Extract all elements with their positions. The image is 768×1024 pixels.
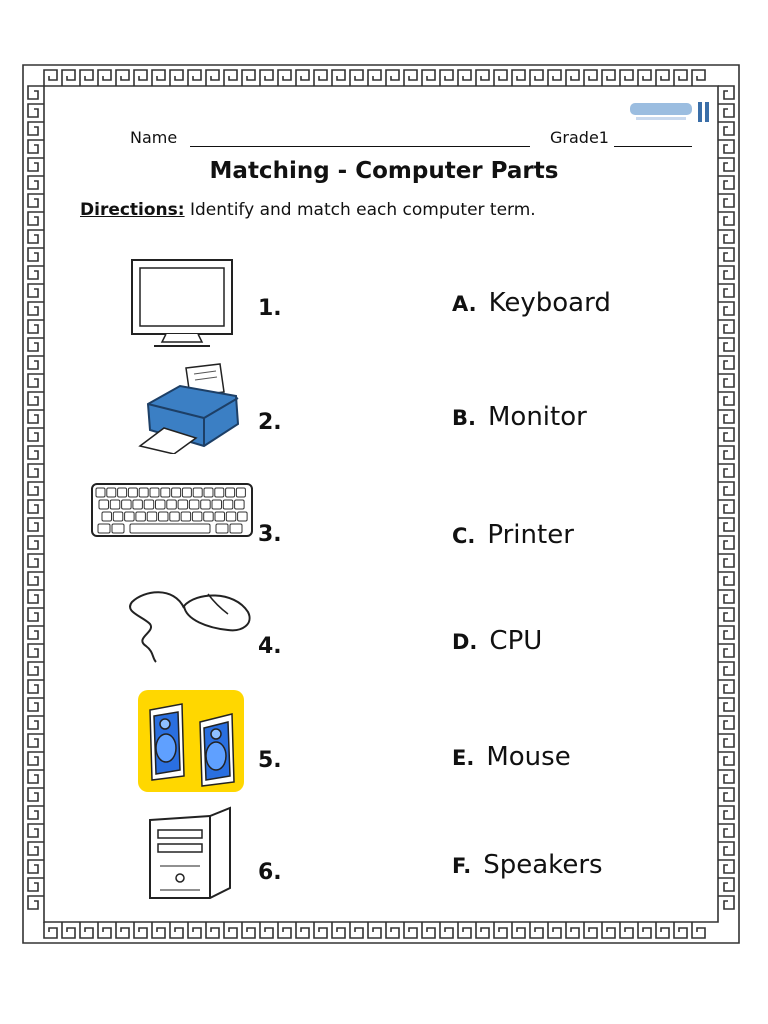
answer-term: Speakers [483, 850, 603, 880]
name-blank[interactable] [190, 146, 530, 147]
grade-label: Grade1 [550, 128, 609, 147]
answer-term: Monitor [487, 402, 587, 432]
publisher-logo [628, 100, 714, 126]
keyboard-icon [90, 482, 254, 540]
match-row-4 [0, 586, 768, 666]
match-row-2 [0, 362, 768, 442]
answer-letter: E. [452, 746, 475, 770]
cpu-tower-icon [146, 806, 234, 900]
answer-term: CPU [489, 626, 543, 656]
name-label: Name [130, 128, 178, 147]
item-number: 1. [258, 296, 282, 321]
match-row-6 [0, 806, 768, 886]
directions [80, 200, 536, 220]
item-number: 2. [258, 410, 282, 435]
match-row-5 [0, 690, 768, 773]
printer-icon [134, 362, 250, 454]
answer-letter: D. [452, 630, 478, 654]
match-row-3 [0, 482, 768, 562]
worksheet-title: Matching - Computer Parts [209, 158, 559, 184]
answer-option-a [452, 288, 611, 318]
speakers-icon [138, 690, 244, 792]
name-grade-row [130, 128, 700, 152]
match-row-1 [0, 258, 768, 338]
mouse-icon [124, 586, 254, 664]
directions-text: Identify and match each computer term. [190, 200, 536, 220]
answer-option-f [452, 850, 603, 880]
grade-blank[interactable] [614, 146, 692, 147]
item-number: 6. [258, 860, 282, 885]
item-number: 5. [258, 748, 282, 773]
answer-option-e [452, 742, 571, 772]
answer-term: Keyboard [488, 288, 611, 318]
item-number: 4. [258, 634, 282, 659]
answer-letter: C. [452, 524, 476, 548]
answer-letter: A. [452, 292, 477, 316]
answer-option-c [452, 520, 574, 550]
answer-letter: B. [452, 406, 476, 430]
directions-label: Directions: [80, 200, 185, 220]
item-number: 3. [258, 522, 282, 547]
monitor-icon [128, 258, 236, 350]
answer-letter: F. [452, 854, 472, 878]
answer-term: Mouse [486, 742, 571, 772]
answer-term: Printer [487, 520, 574, 550]
answer-option-d [452, 626, 542, 656]
answer-option-b [452, 402, 587, 432]
